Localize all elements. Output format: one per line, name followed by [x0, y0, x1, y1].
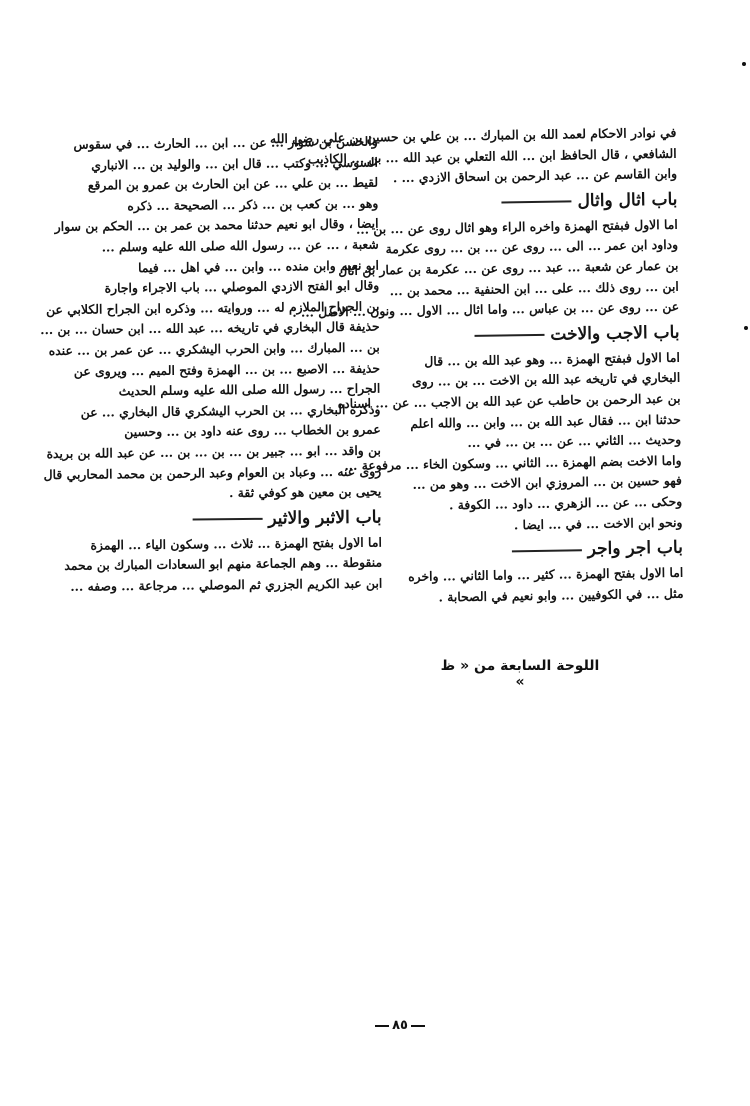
- text-line: اما الاول فبفتح الهمزة ... وهو عبد الله بن ... قال: [424, 349, 680, 369]
- text-line: بن عمار عن شعبة ... عبد ... روى عن ... عكرمة بن عمار بن اثال: [338, 257, 679, 279]
- text-line: عمرو بن الخطاب ... روى عنه داود بن ... وحسين: [124, 421, 381, 440]
- text-line: اما الاول بفتح الهمزة ... كثير ... واما الثاني ... واخره: [408, 564, 684, 585]
- divider: [411, 1025, 425, 1027]
- text-line: بن ... المبارك ... وابن الحرب اليشكري ... عن عمر بن ... عنده: [48, 339, 380, 358]
- scan-speck: [744, 326, 748, 330]
- text-line: وحديث ... الثاني ... عن ... بن ... في ...: [467, 431, 682, 451]
- text-line: ونحو ابن الاخت ... في ... ايضا .: [513, 514, 683, 532]
- section-heading: باب الاجب والاخت: [387, 319, 679, 350]
- text-line: والحسن بن سوار ... عن ... ابن ... الحارث ... في سقوس: [73, 133, 378, 152]
- text-line: حذيفة ... الاصبع ... بن ... الهمزة وفتح الميم ... ويروى عن: [73, 360, 381, 379]
- text-line: بن الجراح الملازم له ... وروايته ... وذكره ابن الجراح الكلابي عن: [45, 298, 380, 317]
- text-line: وحكى ... عن ... الزهري ... داود ... الكوفة .: [448, 493, 683, 513]
- text-line: فهو حسين بن ... المروزي ابن الاخت ... وهو من ...: [412, 473, 682, 493]
- text-line: اما الاول فبفتح الهمزة واخره الراء وهو اثال روى عن ... بن ...: [355, 216, 678, 237]
- text-line: وقال ابو الفتح الازدي الموصلي ... باب الاجراء واجارة: [104, 277, 380, 296]
- text-line: البخاري في تاريخه عبد الله بن الاخت ... بن ... روى: [411, 370, 681, 390]
- text-line: روى عنه ... وعباد بن العوام وعبد الرحمن بن محمد المحاربي قال: [43, 463, 382, 482]
- text-line: ايضا ، وقال ابو نعيم حدثنا محمد بن عمر بن ... الحكم بن سوار: [54, 215, 379, 235]
- text-line: ابن عبد الكريم الجزري ثم الموصلي ... مرجاعة ... وصفه ...: [70, 575, 383, 594]
- text-line: ابو نعيم وابن منده ... وابن ... في اهل ... فيما: [138, 257, 380, 275]
- text-line: شعبة ، ... عن ... رسول الله صلى الله عليه وسلم ...: [101, 236, 379, 255]
- scan-speck: [742, 62, 746, 66]
- section-heading: باب الاثبر والاثير: [109, 504, 381, 533]
- text-line: واما الاخت بضم الهمزة ... الثاني ... وسكون الخاء ... مرفوعة ...: [344, 452, 682, 473]
- text-line: في نوادر الاحكام لعمد الله بن المبارك ... بن علي بن حسين بن علي رضي الله: [269, 124, 677, 147]
- divider: [375, 1025, 389, 1027]
- text-line: بن عبد الرحمن بن حاطب عن عبد الله بن الاجب ... عن ... اسناده: [337, 390, 681, 412]
- text-line: عن ... روى عن ... بن عباس ... واما اثال ... الاول ... ونون ... الاصل ... .: [292, 298, 680, 320]
- text-line: حدثنا ابن ... فقال عبد الله بن ... وابن ... والله اعلم: [410, 411, 681, 431]
- text-line: وذكره البخاري ... بن الحرب اليشكري قال البخاري ... عن: [80, 401, 381, 420]
- text-line: الجراح ... رسول الله صلى الله عليه وسلم الحديث: [118, 380, 381, 399]
- section-heading: باب اثال واثال: [385, 187, 677, 218]
- text-line: السوسي ... وكتب ... قال ابن ... والوليد بن ... الانباري: [91, 154, 378, 173]
- text-line: منقوطة ... وهم الجماعة منهم ابو السعادات المبارك بن محمد: [64, 554, 383, 574]
- plate-caption: اللوحة السابعة من « ظ »: [440, 658, 600, 690]
- text-line: يحيى بن معين هو كوفي ثقة .: [229, 483, 382, 501]
- text-line: الشافعي ، قال الحافظ ابن ... الله التعلي بن عبد الله ... بن ... الكاذيب: [307, 145, 677, 167]
- text-line: وداود ابن عمر ... الى ... روى عن ... بن ... روى عكرمة: [385, 237, 679, 257]
- text-line: بن واقد ... ابو ... جبير بن ... بن ... بن ... عن عبد الله بن بريدة: [46, 442, 381, 461]
- text-line: لقيط ... بن علي ... عن ابن الحارث بن عمرو بن المرقع: [87, 174, 379, 193]
- page-number-value: ٨٥: [392, 1018, 408, 1033]
- text-line: ابن ... روى ذلك ... على ... ابن الحنفية ... محمد بن ...: [389, 278, 679, 298]
- text-line: وهو ... بن كعب بن ... ذكر ... الصحيحة ... ذكره: [127, 195, 379, 213]
- manuscript-left-column: [40, 132, 383, 597]
- page-number: [360, 1018, 440, 1033]
- text-line: اما الاول بفتح الهمزة ... ثلاث ... وسكون الياء ... الهمزة: [90, 534, 382, 553]
- text-line: حذيفة قال البخاري في تاريخه ... عبد الله ... ابن حسان ... بن ...: [40, 318, 380, 338]
- text-line: مثل ... في الكوفيين ... وابو نعيم في الصحابة .: [438, 585, 684, 605]
- section-heading: باب اجر واجر: [391, 535, 683, 566]
- text-line: وابن القاسم عن ... عبد الرحمن بن اسحاق الازدي ... .: [392, 165, 678, 186]
